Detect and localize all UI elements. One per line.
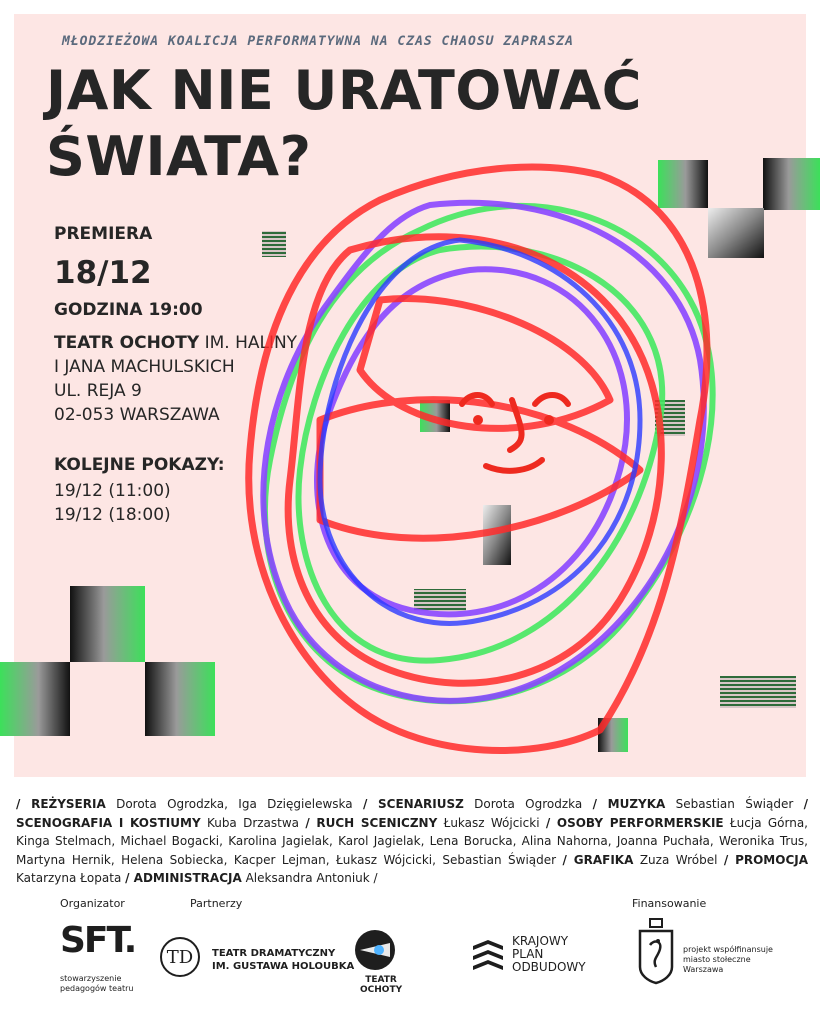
glitch-block	[262, 231, 286, 257]
credit-entry: / GRAFIKA Zuza Wróbel	[562, 852, 724, 867]
warszawa-funding-text: projekt współfinansuje miasto stołeczne Warszawa	[683, 945, 773, 974]
venue-street: UL. REJA 9	[54, 381, 142, 401]
credits-block	[16, 795, 808, 888]
teatr-dramatyczny-logo: TD	[160, 937, 200, 977]
sft-logo: SFT.	[60, 920, 136, 961]
funding-label: Finansowanie	[632, 897, 707, 910]
face-doodle	[462, 395, 568, 471]
credit-entry: / MUZYKA Sebastian Świąder	[592, 797, 804, 811]
venue-name-rest: IM. HALINY	[199, 333, 298, 353]
teatr-ochoty-name: TEATR OCHOTY	[360, 975, 403, 995]
premiere-date: 18/12	[54, 255, 152, 291]
partners-label: Partnerzy	[190, 897, 243, 910]
credit-entry: / REŻYSERIA Dorota Ogrodzka, Iga Dzięgielewska	[16, 797, 363, 811]
glitch-block	[720, 676, 796, 708]
next-shows-label: KOLEJNE POKAZY:	[54, 455, 225, 475]
organizer-label: Organizator	[60, 897, 125, 910]
title-line-2: ŚWIATA?	[46, 125, 312, 188]
sft-caption: stowarzyszenie pedagogów teatru	[60, 974, 134, 993]
krajowy-plan-odbudowy-name: KRAJOWY PLAN ODBUDOWY	[512, 934, 586, 974]
left-eye	[473, 415, 483, 425]
credit-entry: / SCENOGRAFIA I KOSTIUMY Kuba Drzastwa	[16, 797, 808, 830]
teatr-dramatyczny-name: TEATR DRAMATYCZNY IM. GUSTAWA HOLOUBKA	[212, 948, 355, 972]
checker-bottom-left	[0, 586, 215, 736]
premiere-label: PREMIERA	[54, 224, 153, 244]
warszawa-coat-of-arms-icon	[636, 915, 676, 985]
teatr-ochoty-logo	[354, 929, 396, 971]
glitch-block	[414, 589, 466, 611]
credit-entry: / OSOBY PERFORMERSKIE Łucja Górna, Kinga Stelmach, Michael Bogacki, Karolina Jagielak, Karol Jagielak, Lena Borucka, Alina Nahorna, Joanna Puchała, Weronika Trus, Martyna Hernik, Helena Sobiecka, Kacper Lejman, Łukasz Wójcicki, Sebastian Świąder	[16, 815, 808, 867]
next-show-2: 19/12 (18:00)	[54, 505, 171, 525]
krajowy-plan-odbudowy-icon	[471, 938, 505, 972]
credit-entry: / ADMINISTRACJA Aleksandra Antoniuk /	[125, 871, 378, 885]
credit-entry: / SCENARIUSZ Dorota Ogrodzka	[362, 797, 593, 811]
title-line-1: JAK NIE URATOWAĆ	[46, 59, 642, 122]
right-eye	[544, 415, 554, 425]
venue-city: 02-053 WARSZAWA	[54, 405, 220, 425]
premiere-time: GODZINA 19:00	[54, 300, 203, 320]
tagline: MŁODZIEŻOWA KOALICJA PERFORMATYWNA NA CZAS CHAOSU ZAPRASZA	[62, 34, 574, 49]
venue-name-bold: TEATR OCHOTY	[54, 333, 200, 353]
venue-line-2: I JANA MACHULSKICH	[54, 357, 235, 377]
credit-entry: / RUCH SCENICZNY Łukasz Wójcicki	[305, 815, 546, 830]
right-eyebrow	[535, 395, 568, 404]
mouth	[486, 460, 542, 471]
next-show-1: 19/12 (11:00)	[54, 481, 171, 501]
credit-entry: / PROMOCJA Katarzyna Łopata	[16, 852, 809, 885]
